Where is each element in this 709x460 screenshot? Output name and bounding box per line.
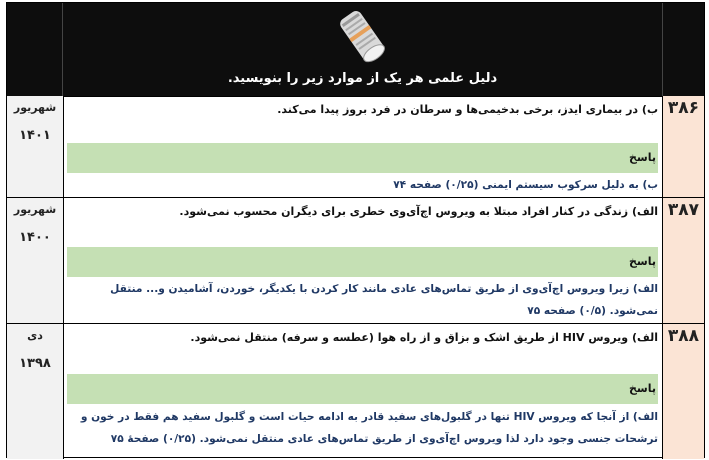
table-header <box>7 3 704 97</box>
answer-label: پاسخ <box>67 374 658 404</box>
exam-month: شهریور <box>13 203 57 216</box>
question-text: الف) ویروس HIV از طریق اشک و بزاق و از راه هوا (عطسه و سرفه) منتقل نمی‌شود. <box>190 331 658 344</box>
exam-year: ۱۳۹۸ <box>19 356 51 371</box>
answer-label: پاسخ <box>67 143 658 173</box>
exam-month: دی <box>27 329 43 342</box>
question-row <box>7 96 704 198</box>
answer-text: الف) از آنجا که ویروس HIV تنها در گلبول‌های سفید قادر به ادامه حیات است و گلبول سفید هم فقط در خون و ترشحات جنسی وجود دارد لذا ویروس اچ‌آی‌وی از طریق تماس‌های عادی منتقل نمی‌شود. (۰/۲۵) صفحهٔ ۷۵ <box>80 411 658 445</box>
question-text: الف) زندگی در کنار افراد مبتلا به ویروس اچ‌آی‌وی خطری برای دیگران محسوب نمی‌شود. <box>179 205 658 218</box>
exam-date <box>7 198 64 323</box>
answer-text: ب) به دلیل سرکوب سیستم ایمنی (۰/۲۵) صفحه ۷۴ <box>393 179 658 191</box>
newspaper-icon <box>332 7 392 65</box>
question-number: ۳۸۷ <box>662 198 704 323</box>
exam-year: ۱۴۰۰ <box>19 230 51 245</box>
question-row <box>7 198 704 324</box>
questions-table <box>6 2 705 458</box>
question-text: ب) در بیماری ایدز، برخی بدخیمی‌ها و سرطان در فرد بروز پیدا می‌کند. <box>277 103 658 116</box>
question-row <box>7 324 704 459</box>
exam-month: شهریور <box>13 101 57 114</box>
question-number: ۳۸۸ <box>662 324 704 459</box>
exam-year: ۱۴۰۱ <box>19 128 51 143</box>
answer-text: الف) زیرا ویروس اچ‌آی‌وی از طریق تماس‌های عادی مانند کار کردن با یکدیگر، خوردن، آشامیدن و... منتقل نمی‌شود. (۰/۵) صفحه ۷۵ <box>110 283 658 317</box>
answer-label: پاسخ <box>67 247 658 277</box>
exam-date <box>7 96 64 197</box>
page-title: دلیل علمی هر یک از موارد زیر را بنویسید. <box>227 71 498 86</box>
question-number: ۳۸۶ <box>662 96 704 197</box>
exam-date <box>7 324 64 459</box>
